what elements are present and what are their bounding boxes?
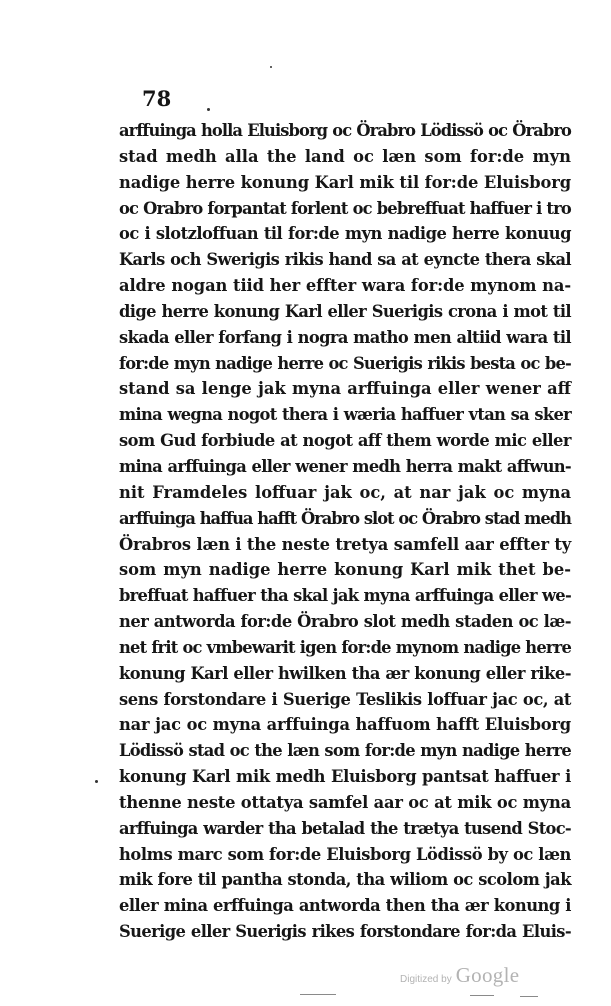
text-line: nar jac oc myna arffuinga haffuom hafft Eluisborg <box>119 715 571 735</box>
text-line: arffuinga holla Eluisborg oc Örabro Lödissö oc Örabro <box>119 121 571 140</box>
digitized-watermark <box>400 963 519 988</box>
text-line: nadige herre konung Karl mik til for:de Eluisborg <box>119 172 571 192</box>
text-line: nit Framdeles loffuar jak oc, at nar jak oc myna <box>119 482 571 502</box>
text-line: oc Orabro forpantat forlent oc bebreffuat haffuer i tro <box>119 198 571 218</box>
text-line: stand sa lenge jak myna arffuinga eller wener aff <box>119 379 571 399</box>
text-line: holms marc som for:de Eluisborg Lödissö by oc læn <box>119 844 571 864</box>
bottom-edge-mark <box>470 995 494 996</box>
text-line: net frit oc vmbewarit igen for:de mynom nadige herre <box>119 637 571 657</box>
ink-speck <box>95 780 98 783</box>
text-line: eller mina erffuinga antworda then tha ær konung i <box>119 896 571 916</box>
text-line: som myn nadige herre konung Karl mik thet be- <box>119 560 571 580</box>
text-line: som Gud forbiude at nogot aff them worde mic eller <box>119 431 571 451</box>
ink-speck <box>270 66 272 68</box>
text-line: stad medh alla the land oc læn som for:de myn <box>119 146 571 166</box>
bottom-edge-mark <box>520 996 538 997</box>
text-line: arffuinga warder tha betalad the trætya tusend Stoc- <box>119 818 571 838</box>
text-line: mik fore til pantha stonda, tha wiliom oc scolom jak <box>119 870 571 890</box>
body-text <box>119 118 571 945</box>
page-number: 78 <box>142 86 172 111</box>
text-line: mina arffuinga eller wener medh herra makt affwun- <box>119 456 571 476</box>
text-line: skada eller forfang i nogra matho men altiid wara til <box>119 327 571 347</box>
text-line: konung Karl eller hwilken tha ær konung eller rike- <box>119 663 571 683</box>
text-line: aldre nogan tiid her effter wara for:de mynom na- <box>119 276 571 296</box>
text-line: thenne neste ottatya samfel aar oc at mik oc myna <box>119 792 571 812</box>
text-line: breffuat haffuer tha skal jak myna arffuinga eller we- <box>119 586 571 606</box>
text-line: Karls och Swerigis rikis hand sa at eyncte thera skal <box>119 250 571 270</box>
text-line: sens forstondare i Suerige Teslikis loffuar jac oc, at <box>119 689 571 709</box>
text-line: for:de myn nadige herre oc Suerigis rikis besta oc be- <box>119 353 571 373</box>
text-line: Örabros læn i the neste tretya samfell aar effter ty <box>119 534 571 554</box>
text-line: konung Karl mik medh Eluisborg pantsat haffuer i <box>119 767 571 787</box>
text-line: oc i slotzloffuan til for:de myn nadige herre konuug <box>119 224 571 244</box>
text-line: Suerige eller Suerigis rikes forstondare for:da Eluis- <box>119 922 571 942</box>
watermark-prefix: Digitized by <box>400 974 452 985</box>
text-line: ner antworda for:de Örabro slot medh staden oc læ- <box>119 612 571 632</box>
bottom-edge-mark <box>300 994 336 995</box>
text-line: Lödissö stad oc the læn som for:de myn nadige herre <box>119 741 571 761</box>
ink-speck <box>207 108 210 111</box>
text-line: mina wegna nogot thera i wæria haffuer vtan sa sker <box>119 405 571 425</box>
watermark-brand: Google <box>455 963 520 987</box>
text-line: dige herre konung Karl eller Suerigis crona i mot til <box>119 301 571 321</box>
text-line: arffuinga haffua hafft Örabro slot oc Örabro stad medh <box>119 508 571 528</box>
